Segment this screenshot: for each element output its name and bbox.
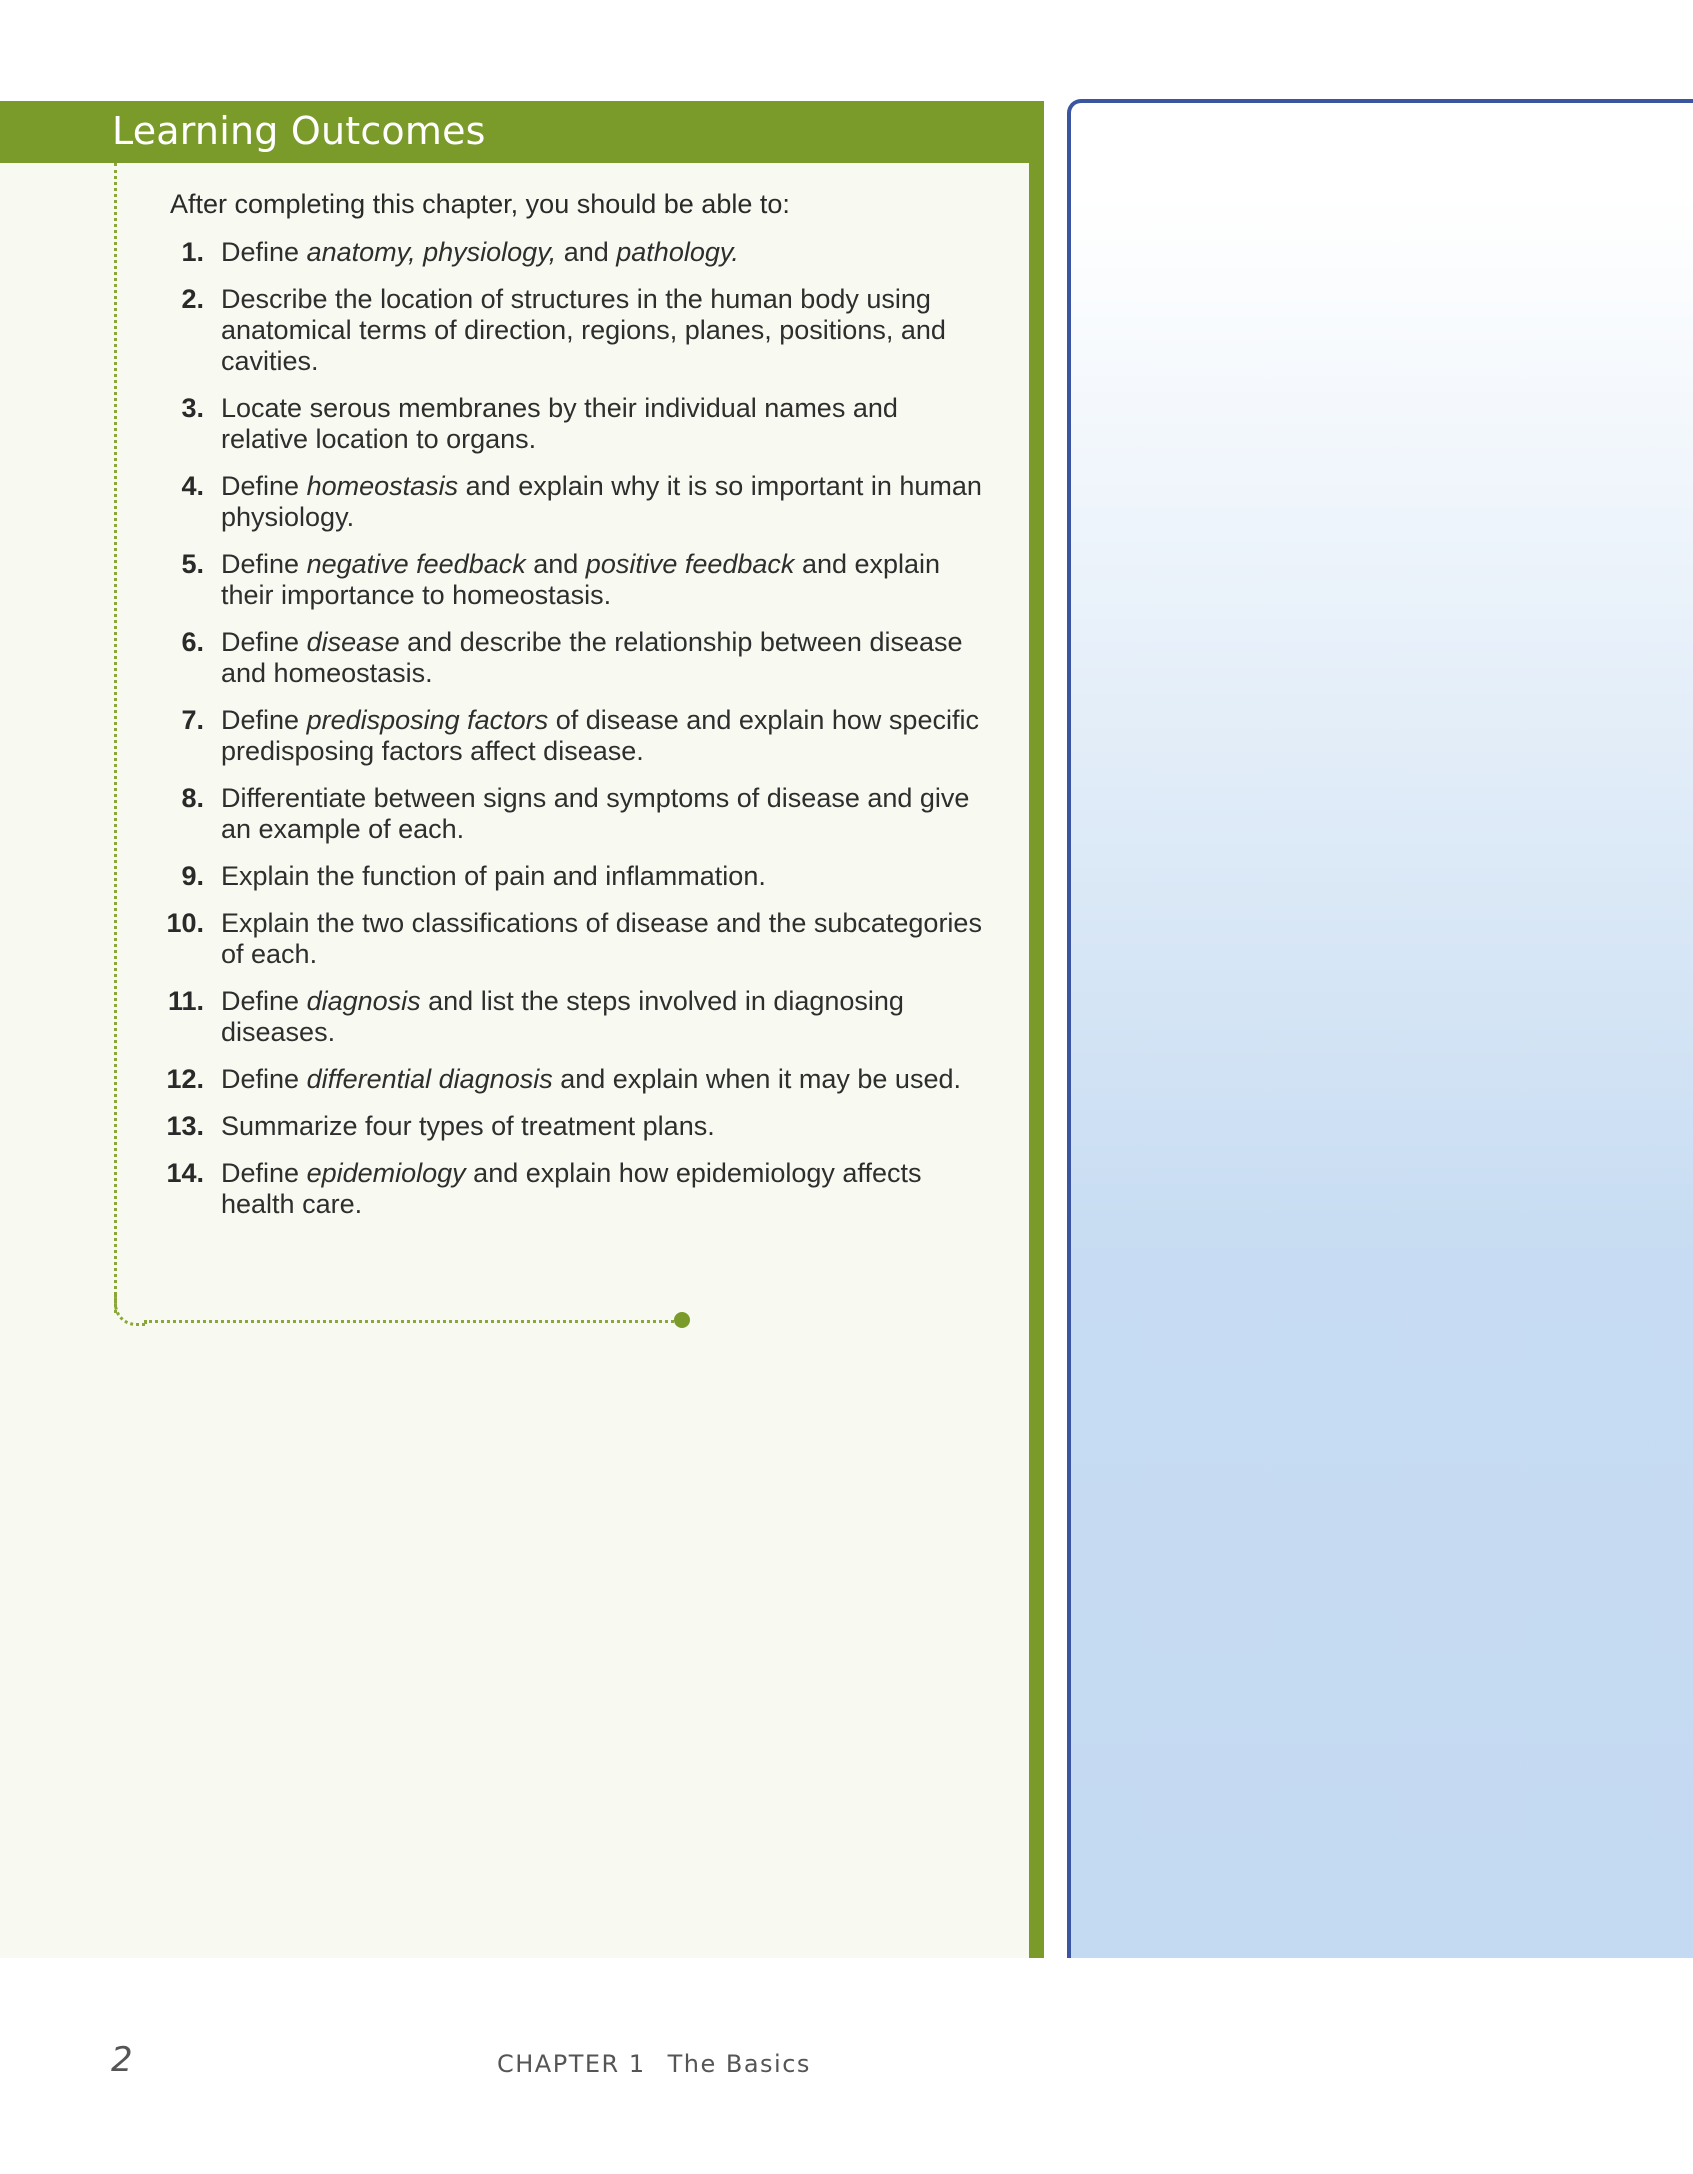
list-item-text xyxy=(221,1158,921,1219)
footer-chapter: CHAPTER 1 xyxy=(497,2050,646,2078)
text-run: Explain the function of pain and inflammation. xyxy=(221,861,766,891)
list-item-number: 10. xyxy=(166,908,204,938)
list-item-number: 5. xyxy=(181,549,204,579)
list-item xyxy=(160,471,990,533)
bracket-end-dot-icon xyxy=(674,1312,690,1328)
dotted-bracket-vertical xyxy=(114,163,117,1313)
list-item-text xyxy=(221,908,982,969)
dotted-bracket-corner xyxy=(114,1293,147,1326)
list-item xyxy=(160,908,990,970)
text-run: Describe the location of structures in the human body using anatomical terms of direction, regions, planes, positions, and cavities. xyxy=(221,284,946,376)
list-item-number: 13. xyxy=(166,1111,204,1141)
list-item xyxy=(160,284,990,377)
text-run: and xyxy=(525,549,586,579)
list-item-number: 11. xyxy=(167,986,204,1016)
italic-term: predisposing factors xyxy=(306,705,549,735)
list-item xyxy=(160,393,990,455)
list-item xyxy=(160,1158,990,1220)
learning-outcomes-header xyxy=(0,101,1044,163)
text-run: and explain when it may be used. xyxy=(552,1064,961,1094)
text-run: Define xyxy=(221,471,307,501)
text-run: and explain why it is so important in human physiology. xyxy=(221,471,982,532)
learning-outcomes-intro: After completing this chapter, you should be able to: xyxy=(170,189,790,219)
text-run: and xyxy=(556,237,617,267)
list-item xyxy=(160,237,990,268)
text-run: Define xyxy=(221,237,307,267)
text-run: Define xyxy=(221,705,307,735)
footer-chapter-title: The Basics xyxy=(667,2050,811,2078)
list-item-number: 2. xyxy=(181,284,204,314)
list-item-number: 8. xyxy=(181,783,204,813)
list-item-text xyxy=(221,861,766,891)
list-item-number: 1. xyxy=(181,237,204,267)
list-item xyxy=(160,1064,990,1095)
text-run: and list the steps involved in diagnosing diseases. xyxy=(221,986,904,1047)
list-item-number: 12. xyxy=(166,1064,204,1094)
italic-term: negative feedback xyxy=(306,549,526,579)
italic-term: disease xyxy=(306,627,400,657)
list-item xyxy=(160,986,990,1048)
list-item xyxy=(160,1111,990,1142)
text-run: and explain their importance to homeostasis. xyxy=(221,549,941,610)
list-item-text xyxy=(221,284,946,376)
text-run: and explain how epidemiology affects health care. xyxy=(221,1158,922,1219)
italic-term: differential diagnosis xyxy=(306,1064,553,1094)
text-run: Differentiate between signs and symptoms of disease and give an example of each. xyxy=(221,783,970,844)
running-footer xyxy=(497,2050,811,2078)
italic-term: epidemiology xyxy=(306,1158,466,1188)
text-run: Define xyxy=(221,1158,307,1188)
list-item-text xyxy=(221,1064,961,1094)
list-item-number: 3. xyxy=(181,393,204,423)
list-item-text xyxy=(221,627,963,688)
text-run: Define xyxy=(221,549,307,579)
list-item-number: 7. xyxy=(181,705,204,735)
italic-term: positive feedback xyxy=(585,549,795,579)
list-item xyxy=(160,705,990,767)
text-run: Locate serous membranes by their individual names and relative location to organs. xyxy=(221,393,898,454)
text-run: Explain the two classifications of disease and the subcategories of each. xyxy=(221,908,982,969)
sidebar-blue-panel xyxy=(1067,99,1693,1958)
list-item-text xyxy=(221,1111,715,1141)
panel-right-border xyxy=(1029,101,1044,1958)
text-run: Define xyxy=(221,1064,307,1094)
list-item-text xyxy=(221,705,979,766)
text-run: Define xyxy=(221,986,307,1016)
list-item xyxy=(160,627,990,689)
list-item-text xyxy=(221,471,982,532)
text-run: of disease and explain how specific predisposing factors affect disease. xyxy=(221,705,979,766)
learning-outcomes-title: Learning Outcomes xyxy=(112,109,486,153)
list-item-text xyxy=(221,986,904,1047)
list-item-text xyxy=(221,237,739,267)
list-item xyxy=(160,549,990,611)
learning-outcomes-panel xyxy=(0,101,1044,1958)
dotted-bracket-horizontal xyxy=(144,1320,680,1323)
list-item-text xyxy=(221,549,940,610)
list-item xyxy=(160,861,990,892)
italic-term: anatomy, physiology, xyxy=(306,237,557,267)
list-item xyxy=(160,783,990,845)
list-item-text xyxy=(221,393,898,454)
list-item-text xyxy=(221,783,969,844)
text-run: and describe the relationship between disease and homeostasis. xyxy=(221,627,963,688)
italic-term: pathology. xyxy=(616,237,739,267)
list-item-number: 4. xyxy=(181,471,204,501)
text-run: Define xyxy=(221,627,307,657)
page-number: 2 xyxy=(111,2040,133,2080)
italic-term: diagnosis xyxy=(306,986,421,1016)
list-item-number: 9. xyxy=(181,861,204,891)
italic-term: homeostasis xyxy=(306,471,459,501)
learning-outcomes-list xyxy=(160,237,990,1236)
list-item-number: 6. xyxy=(181,627,204,657)
list-item-number: 14. xyxy=(166,1158,204,1188)
text-run: Summarize four types of treatment plans. xyxy=(221,1111,715,1141)
